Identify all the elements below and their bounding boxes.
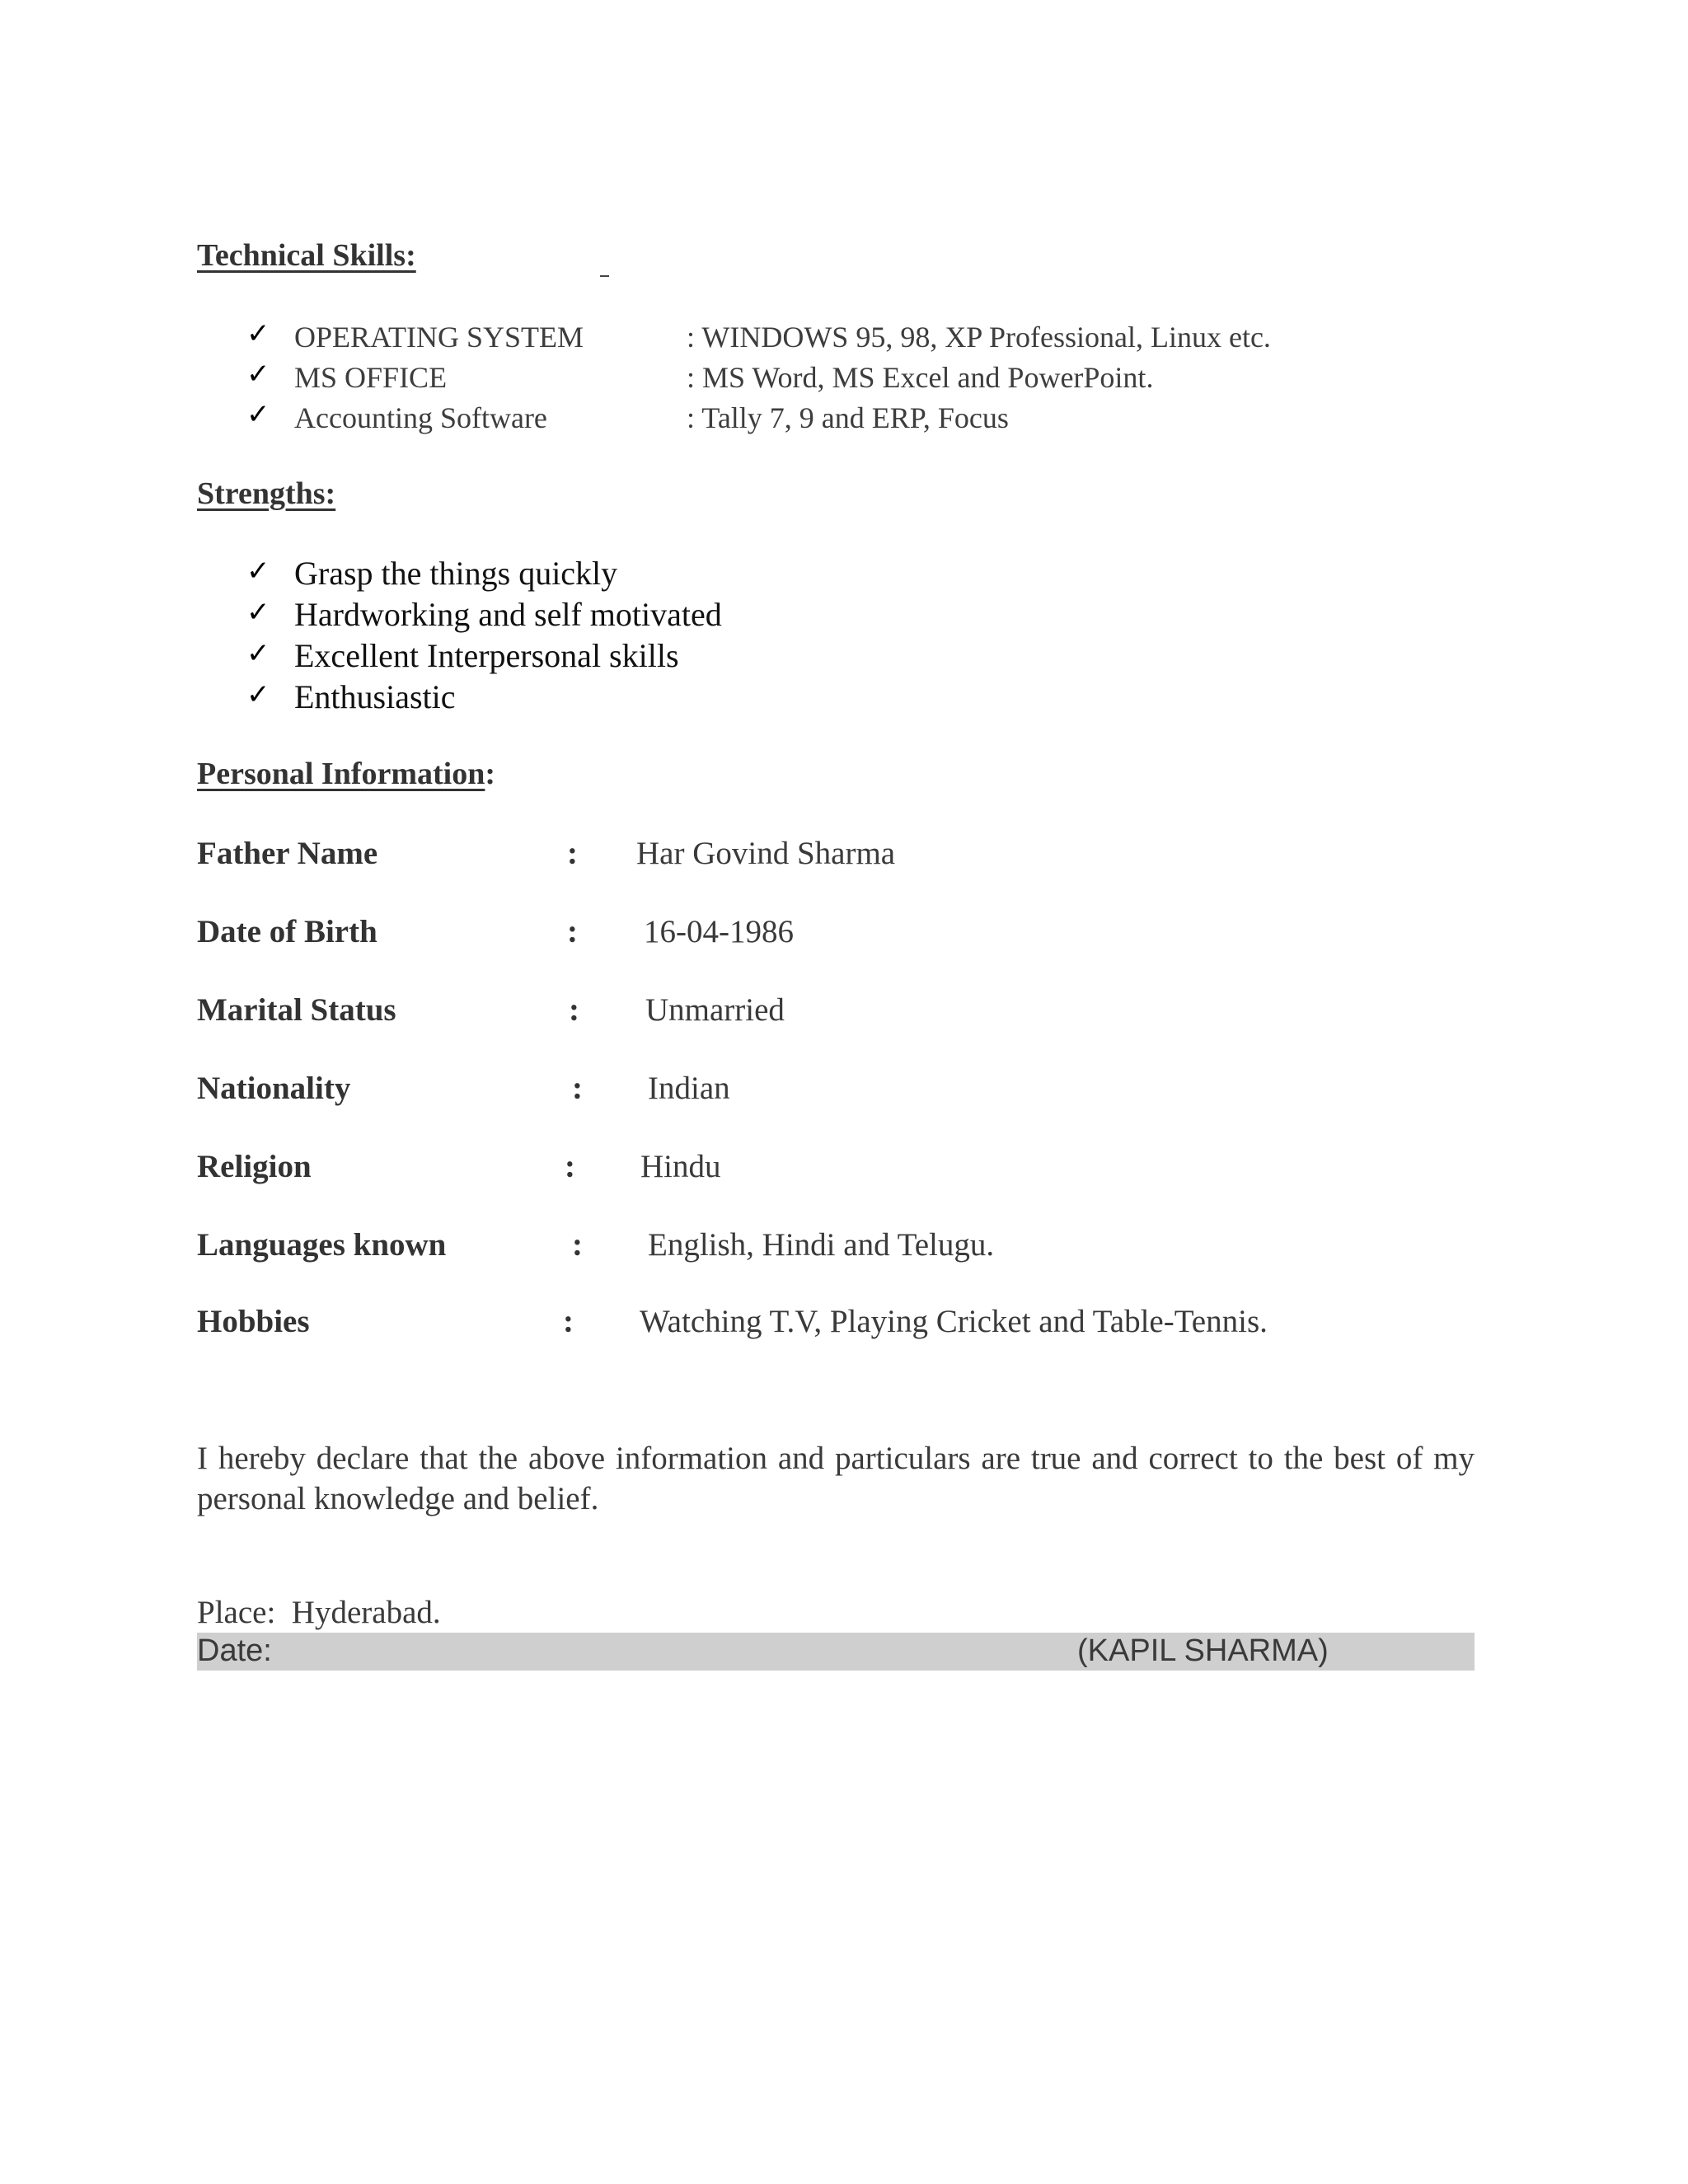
marital-status-label: Marital Status <box>197 992 396 1028</box>
hobbies-label: Hobbies <box>197 1304 310 1339</box>
field-separator: : <box>572 1071 583 1106</box>
strength-item: Excellent Interpersonal skills <box>294 637 679 674</box>
technical-skills-heading: Technical Skills: <box>197 238 416 273</box>
field-separator: : <box>565 1149 575 1184</box>
skill-label: Accounting Software <box>294 401 547 434</box>
check-icon: ✓ <box>246 317 270 350</box>
check-icon: ✓ <box>246 678 270 711</box>
strength-item: Hardworking and self motivated <box>294 596 722 633</box>
personal-info-title: Personal Information <box>197 757 485 791</box>
dob-value: 16-04-1986 <box>644 914 794 949</box>
religion-label: Religion <box>197 1149 312 1184</box>
personal-info-colon: : <box>485 757 496 791</box>
check-icon: ✓ <box>246 596 270 629</box>
strengths-heading: Strengths: <box>197 476 336 511</box>
place-line: Place: Hyderabad. <box>197 1595 441 1630</box>
field-separator: : <box>569 992 579 1028</box>
strength-item: Grasp the things quickly <box>294 555 618 592</box>
date-signature-bar <box>197 1633 1475 1671</box>
check-icon: ✓ <box>246 398 270 431</box>
skill-value: : MS Word, MS Excel and PowerPoint. <box>687 361 1154 394</box>
nationality-value: Indian <box>648 1071 730 1106</box>
father-name-value: Har Govind Sharma <box>636 836 896 871</box>
skill-label: OPERATING SYSTEM <box>294 321 584 354</box>
nationality-label: Nationality <box>197 1071 351 1106</box>
languages-value: English, Hindi and Telugu. <box>648 1227 995 1263</box>
personal-info-heading <box>197 756 495 792</box>
field-separator: : <box>572 1227 583 1263</box>
field-separator: : <box>567 836 578 871</box>
marital-status-value: Unmarried <box>645 992 785 1028</box>
field-separator: : <box>563 1304 574 1339</box>
skill-label: MS OFFICE <box>294 361 448 394</box>
dob-label: Date of Birth <box>197 914 377 949</box>
languages-label: Languages known <box>197 1227 447 1263</box>
hobbies-value: Watching T.V, Playing Cricket and Table-Tennis. <box>640 1304 1268 1339</box>
skill-value: : Tally 7, 9 and ERP, Focus <box>687 401 1009 434</box>
declaration-text: I hereby declare that the above information and particulars are true and correct to the best of my personal knowledge and belief. <box>197 1441 1475 1516</box>
dash-mark <box>600 275 609 277</box>
check-icon: ✓ <box>246 637 270 670</box>
field-separator: : <box>567 914 578 949</box>
date-label: Date: <box>197 1633 272 1668</box>
strength-item: Enthusiastic <box>294 678 456 715</box>
signature-name: (KAPIL SHARMA) <box>1077 1633 1329 1668</box>
check-icon: ✓ <box>246 358 270 391</box>
skill-value: : WINDOWS 95, 98, XP Professional, Linux etc. <box>687 321 1271 354</box>
check-icon: ✓ <box>246 555 270 588</box>
father-name-label: Father Name <box>197 836 378 871</box>
religion-value: Hindu <box>640 1149 721 1184</box>
